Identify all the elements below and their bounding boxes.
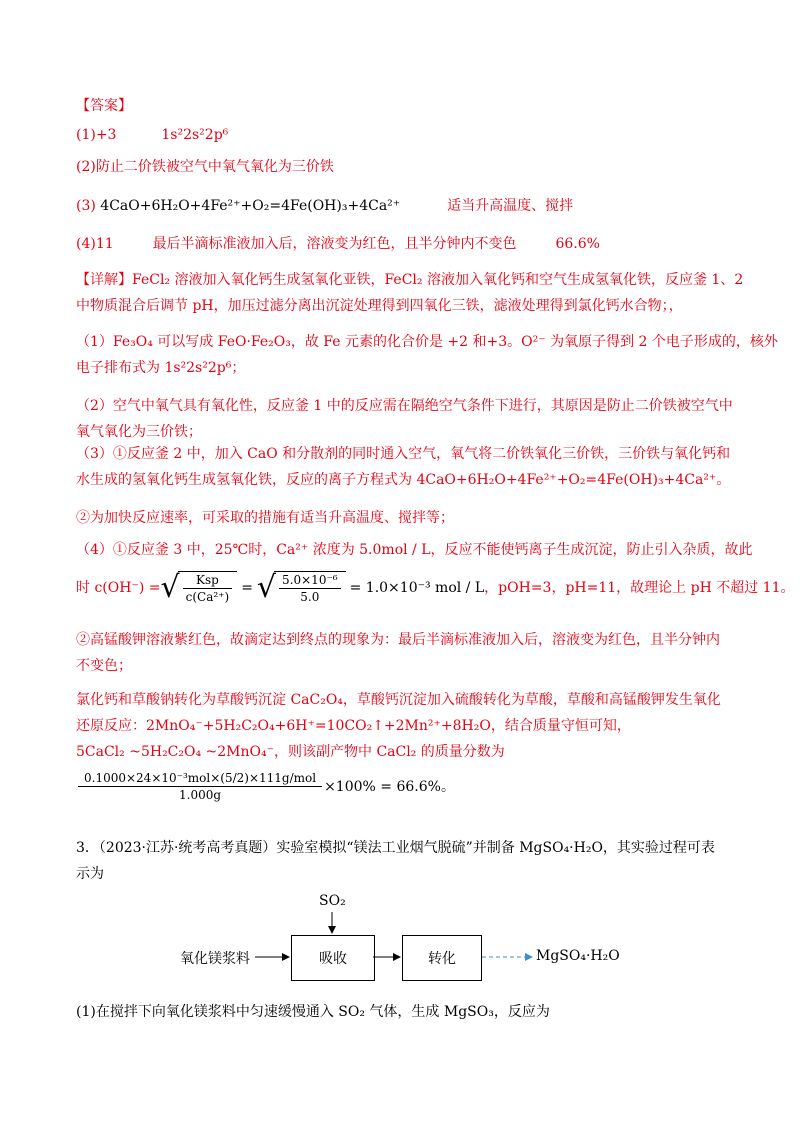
answer-4-label: (4)11	[76, 236, 114, 252]
sqrt-sign-2: √	[256, 570, 277, 605]
answer-1-config: 1s²2s²2p⁶	[161, 127, 229, 143]
formula-result: = 1.0×10⁻³ mol / L	[349, 580, 485, 596]
answer-3-measure: 适当升高温度、搅拌	[447, 198, 574, 214]
absorb-box-label: 吸收	[319, 951, 347, 967]
answer-heading: 【答案】	[76, 98, 132, 114]
sqrt-content-1	[178, 571, 238, 605]
detail-p3-1: （3）①反应釜 2 中，加入 CaO 和分散剂的同时通入空气，氧气将二价铁氧化三价铁，三价铁与氧化钙和	[76, 446, 731, 462]
detail-intro-1: 【详解】FeCl₂ 溶液加入氧化钙生成氢氧化亚铁，FeCl₂ 溶液加入氧化钙和空气生成氢氧化铁，反应釜 1、2	[76, 272, 744, 288]
detail-p4-formula: 时 c(OH⁻) = √ $\frac{\text{Ksp}}{\text{c(Ca²⁺)}}$ = √ $\frac{\text{5.0×10⁻⁶}}{5.0}$ = 1.0×10⁻³ mol / L ，pOH=3，pH=11，故理论上 pH 不超过 11。	[76, 570, 795, 605]
absorb-box	[291, 935, 375, 981]
detail-p3-2: 水生成的氢氧化钙生成氢氧化铁，反应的离子方程式为 4CaO+6H₂O+4Fe²⁺+O₂=4Fe(OH)₃+4Ca²⁺。	[76, 472, 731, 488]
answer-2: (2)防止二价铁被空气中氧气氧化为三价铁	[76, 159, 334, 175]
gas-label: SO₂	[319, 893, 346, 909]
question3-line2: 示为	[76, 866, 104, 882]
detail-p5-1: ②高锰酸钾溶液紫红色，故滴定达到终点的现象为：最后半滴标准液加入后，溶液变为红色，且半分钟内	[76, 632, 720, 648]
answer-4-percent: 66.6%	[555, 236, 600, 252]
ksp-fraction	[183, 572, 233, 605]
formula-suffix: ，pOH=3，pH=11，故理论上 pH 不超过 11。	[484, 580, 795, 596]
numeric-fraction	[279, 572, 341, 605]
sqrt-content-2	[274, 571, 346, 605]
product-label: MgSO₄·H₂O	[536, 948, 620, 964]
ca-concentration-label: c(Ca²⁺)	[185, 590, 230, 604]
numeric-denominator: 5.0	[300, 590, 320, 604]
detail-p5-2: 不变色；	[76, 658, 132, 674]
convert-box-label: 转化	[428, 951, 456, 967]
answer-1-label: (1)+3	[76, 127, 117, 143]
mass-fraction	[78, 770, 322, 803]
answer-4	[76, 234, 600, 254]
mass-denominator: 1.000g	[179, 788, 222, 802]
answer-3	[76, 196, 573, 216]
answer-4-text: 最后半滴标准液加入后，溶液变为红色，且半分钟内不变色	[152, 236, 517, 252]
mass-numerator: 0.1000×24×10⁻³mol×(5/2)×111g/mol	[78, 770, 322, 787]
input-label: 氧化镁浆料	[180, 951, 250, 967]
detail-intro-2: 中物质混合后调节 pH，加压过滤分离出沉淀处理得到四氧化三铁，滤液处理得到氯化钙水合物；，	[76, 298, 683, 314]
detail-p2-2: 氧气氧化为三价铁；	[76, 424, 202, 440]
question3-line1: 3．（2023·江苏·统考高考真题）实验室模拟“镁法工业烟气脱硫”并制备 MgSO₄·H₂O，其实验过程可表	[76, 840, 715, 856]
mass-fraction-formula	[76, 770, 455, 803]
answer-3-equation: 4CaO+6H₂O+4Fe²⁺+O₂=4Fe(OH)₃+4Ca²⁺	[100, 198, 401, 214]
detail-p2-1: （2）空气中氧气具有氧化性，反应釜 1 中的反应需在隔绝空气条件下进行，其原因是防止二价铁被空气中	[76, 398, 733, 414]
convert-box	[402, 935, 482, 981]
detail-p6-1: 氯化钙和草酸钠转化为草酸钙沉淀 CaC₂O₄，草酸钙沉淀加入硫酸转化为草酸，草酸和高锰酸钾发生氧化	[76, 692, 721, 708]
numeric-numerator: 5.0×10⁻⁶	[279, 572, 341, 589]
detail-p6-3: 5CaCl₂ ~5H₂C₂O₄ ~2MnO₄⁻，则该副产物中 CaCl₂ 的质量分数为	[76, 744, 505, 760]
formula-prefix: 时 c(OH⁻) =	[76, 580, 161, 596]
ksp-label: Ksp	[183, 572, 233, 589]
detail-p1-2: 电子排布式为 1s²2s²2p⁶；	[76, 360, 246, 376]
sqrt-sign-1: √	[160, 570, 180, 605]
answer-3-label: (3)	[76, 198, 96, 214]
answer-1	[76, 125, 228, 145]
detail-p6-2: 还原反应：2MnO₄⁻+5H₂C₂O₄+6H⁺=10CO₂↑+2Mn²⁺+8H₂O，结合质量守恒可知，	[76, 718, 631, 734]
mass-result: ×100% = 66.6%。	[324, 778, 455, 795]
detail-p1-1: （1）Fe₃O₄ 可以写成 FeO·Fe₂O₃，故 Fe 元素的化合价是 +2 和+3。O²⁻ 为氧原子得到 2 个电子形成的，核外	[76, 334, 778, 350]
detail-p4-1: （4）①反应釜 3 中，25℃时，Ca²⁺ 浓度为 5.0mol / L，反应不能使钙离子生成沉淀，防止引入杂质，故此	[76, 542, 753, 558]
question3-part1: (1)在搅拌下向氧化镁浆料中匀速缓慢通入 SO₂ 气体，生成 MgSO₃，反应为	[76, 1004, 550, 1020]
detail-p3-3: ②为加快反应速率，可采取的措施有适当升高温度、搅拌等；	[76, 510, 454, 526]
